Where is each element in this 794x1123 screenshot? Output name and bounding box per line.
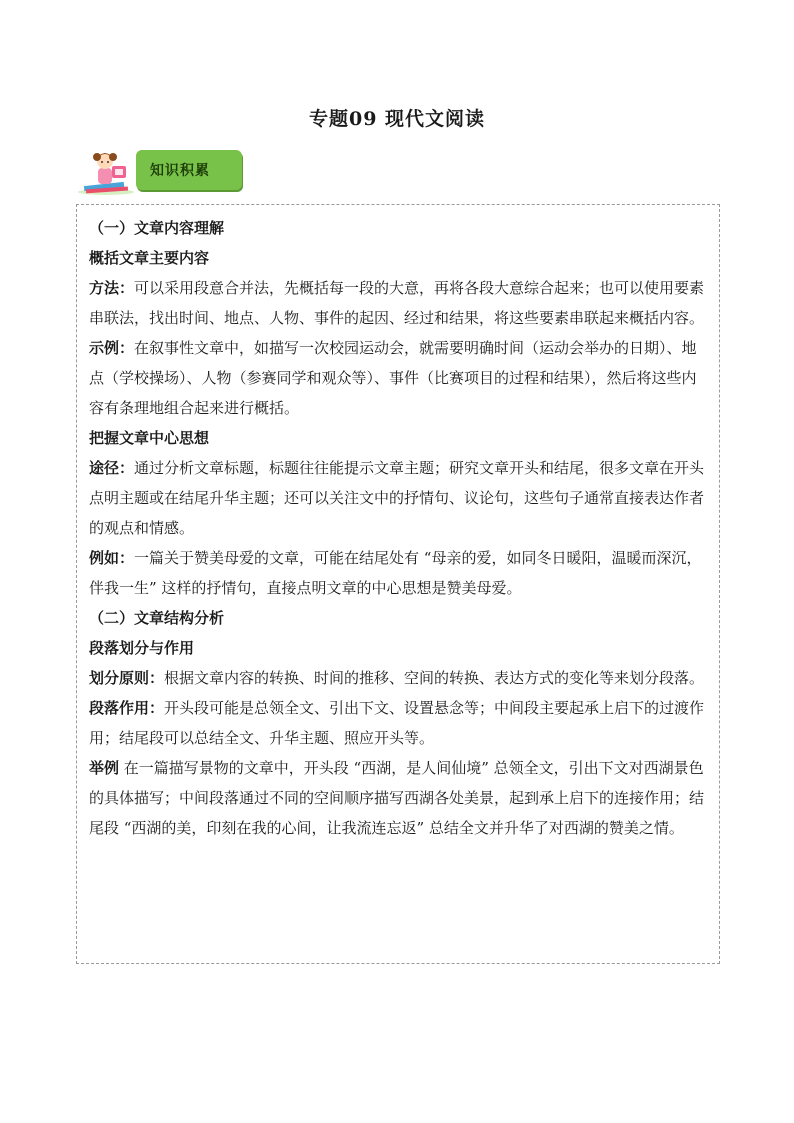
sample-paragraph xyxy=(89,753,707,843)
subsection-theme-heading: 把握文章中心思想 xyxy=(89,429,210,447)
example-paragraph xyxy=(89,333,707,423)
example-text: 在叙事性文章中，如描写一次校园运动会，就需要明确时间（运动会举办的日期）、地点（学校操场）、人物（参赛同学和观众等）、事件（比赛项目的过程和结果），然后将这些内容有条理地组合起来进行概括。 xyxy=(89,339,697,417)
section-banner xyxy=(76,148,246,194)
function-label: 段落作用： xyxy=(89,699,165,717)
subsection-summary-heading: 概括文章主要内容 xyxy=(89,249,210,267)
principle-label: 划分原则： xyxy=(89,669,165,687)
sample-label: 举例 xyxy=(89,759,120,777)
content-box xyxy=(76,204,720,964)
subsection-paragraph-heading: 段落划分与作用 xyxy=(89,639,195,657)
function-paragraph xyxy=(89,693,707,753)
page-title: 专题09 现代文阅读 xyxy=(308,108,486,130)
instance-paragraph xyxy=(89,543,707,603)
example-label: 示例： xyxy=(89,339,135,357)
sample-text: 在一篇描写景物的文章中，开头段 “西湖，是人间仙境” 总领全文，引出下文对西湖景色的具体描写；中间段落通过不同的空间顺序描写西湖各处美景，起到承上启下的连接作用；结尾段 “西湖的美，印刻在我的心间，让我流连忘返” 总结全文并升华了对西湖的赞美之情。 xyxy=(89,759,705,837)
banner-label: 知识积累 xyxy=(150,163,210,179)
instance-text: 一篇关于赞美母爱的文章，可能在结尾处有 “母亲的爱，如同冬日暖阳，温暖而深沉，伴我一生” 这样的抒情句，直接点明文章的中心思想是赞美母爱。 xyxy=(89,549,702,597)
instance-label: 例如： xyxy=(89,549,135,567)
reading-girl-icon xyxy=(76,148,136,196)
banner-box xyxy=(136,150,242,190)
function-text: 开头段可能是总领全文、引出下文、设置悬念等；中间段主要起承上启下的过渡作用；结尾段可以总结全文、升华主题、照应开头等。 xyxy=(89,699,705,747)
method-label: 方法： xyxy=(89,279,135,297)
way-paragraph xyxy=(89,453,707,543)
method-paragraph xyxy=(89,273,707,333)
method-text: 可以采用段意合并法，先概括每一段的大意，再将各段大意综合起来；也可以使用要素串联法，找出时间、地点、人物、事件的起因、经过和结果，将这些要素串联起来概括内容。 xyxy=(89,279,705,327)
section-1-heading: （一）文章内容理解 xyxy=(89,219,225,237)
section-2-heading: （二）文章结构分析 xyxy=(89,609,225,627)
way-text: 通过分析文章标题，标题往往能提示文章主题；研究文章开头和结尾，很多文章在开头点明主题或在结尾升华主题；还可以关注文中的抒情句、议论句，这些句子通常直接表达作者的观点和情感。 xyxy=(89,459,705,537)
principle-paragraph xyxy=(89,663,707,693)
principle-text: 根据文章内容的转换、时间的推移、空间的转换、表达方式的变化等来划分段落。 xyxy=(164,669,705,687)
way-label: 途径： xyxy=(89,459,135,477)
